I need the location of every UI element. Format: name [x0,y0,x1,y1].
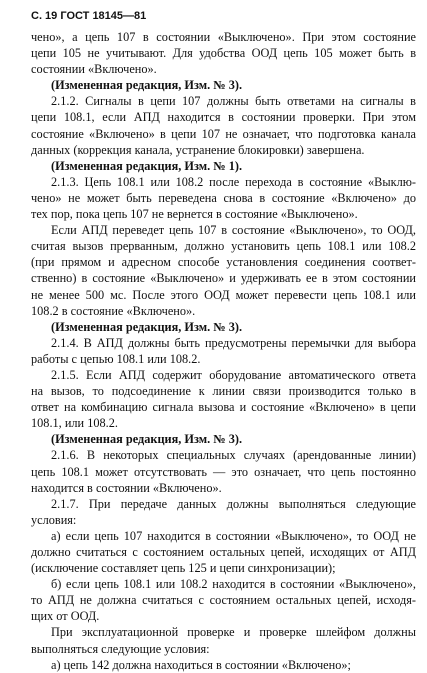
text-line: считая вызов прерванным, должно установить цепь 108.1 или 108.2 [31,239,416,254]
text-line: 2.1.5. Если АПД содержит оборудование автоматического ответа [51,367,416,382]
text-line: 108.2 в состояние «Включено». [31,303,196,318]
text-line: 2.1.7. При передаче данных должны выполняться следующие [51,496,416,511]
text-line: цепи 105 не учитывают. Для удобства ООД цепь 105 может быть в [31,46,416,61]
revision-note-line: (Измененная редакция, Изм. № 1). [51,158,243,173]
text-line: условия: [31,512,77,527]
text-line: чено» не может быть переведена снова в состояние «Включено» до [31,190,416,205]
text-line: данных (коррекция канала, устранение блокировки) завершена. [31,142,365,157]
text-line: цепи 108.1, если АПД находится в состоянии проверки. При этом [31,110,416,125]
text-line: состояние «Включено» в цепи 107 не означает, что подготовка канала [31,126,416,141]
text-line: щих от ООД. [31,609,100,624]
text-line: (при прямом и адресном способе установления соединения соответ- [31,255,416,270]
page-header: С. 19 ГОСТ 18145—81 [31,10,147,22]
text-line: не менее 500 мс. После этого ООД может перевести цепь 108.1 или [31,287,416,302]
text-line: 108.1, или 108.2. [31,416,118,431]
text-line: состоянии «Включено». [31,62,157,77]
text-line: а) если цепь 107 находится в состоянии «Выключено», то ООД не [51,528,416,543]
text-line: 2.1.2. Сигналы в цепи 107 должны быть ответами на сигналы в [51,94,416,109]
text-line: (исключение составляет цепь 125 и цепи синхронизации); [31,561,336,576]
text-line: на вызов, то подсоединение к линии связи производится только в [31,384,416,399]
text-line: цепь 108.1 может отсутствовать — это означает, что цепь постоянно [31,464,416,479]
text-line: При эксплуатационной проверке и проверке шлейфом должны [51,625,416,640]
text-line: ственно) в состояние «Выключено» и удерживать ее в этом состоянии [31,271,416,286]
text-line: находится в состоянии «Включено». [31,480,222,495]
text-line: ответ на комбинацию сигнала вызова и состояние «Включено» в цепи [31,400,416,415]
revision-note-line: (Измененная редакция, Изм. № 3). [51,319,243,334]
text-line: работы с цепью 108.1 или 108.2. [31,351,201,366]
text-line: а) цепь 142 должна находиться в состоянии «Включено»; [51,657,351,672]
text-line: Если АПД переведет цепь 107 в состояние «Выключено», то ООД, [51,223,416,238]
text-line: 2.1.6. В некоторых специальных случаях (арендованные линии) [51,448,416,463]
text-line: 2.1.4. В АПД должны быть предусмотрены перемычки для выбора [51,335,416,350]
revision-note-line: (Измененная редакция, Изм. № 3). [51,78,243,93]
text-line: 2.1.3. Цепь 108.1 или 108.2 после перехода в состояние «Выклю- [51,174,416,189]
revision-note-line: (Измененная редакция, Изм. № 3). [51,432,243,447]
text-line: то АПД не должна считаться с состоянием остальных цепей, исходя- [31,593,416,608]
body-text [31,29,416,673]
text-line: чено», а цепь 107 в состоянии «Выключено». При этом состояние [31,30,416,44]
text-line: тех пор, пока цепь 107 не вернется в состояние «Выключено». [31,207,358,222]
text-line: б) если цепь 108.1 или 108.2 находится в состоянии «Выключено», [51,577,416,592]
text-line: должно считаться с состоянием остальных цепей, исходящих от АПД [31,545,416,559]
text-line: выполняться следующие условия: [31,641,210,656]
